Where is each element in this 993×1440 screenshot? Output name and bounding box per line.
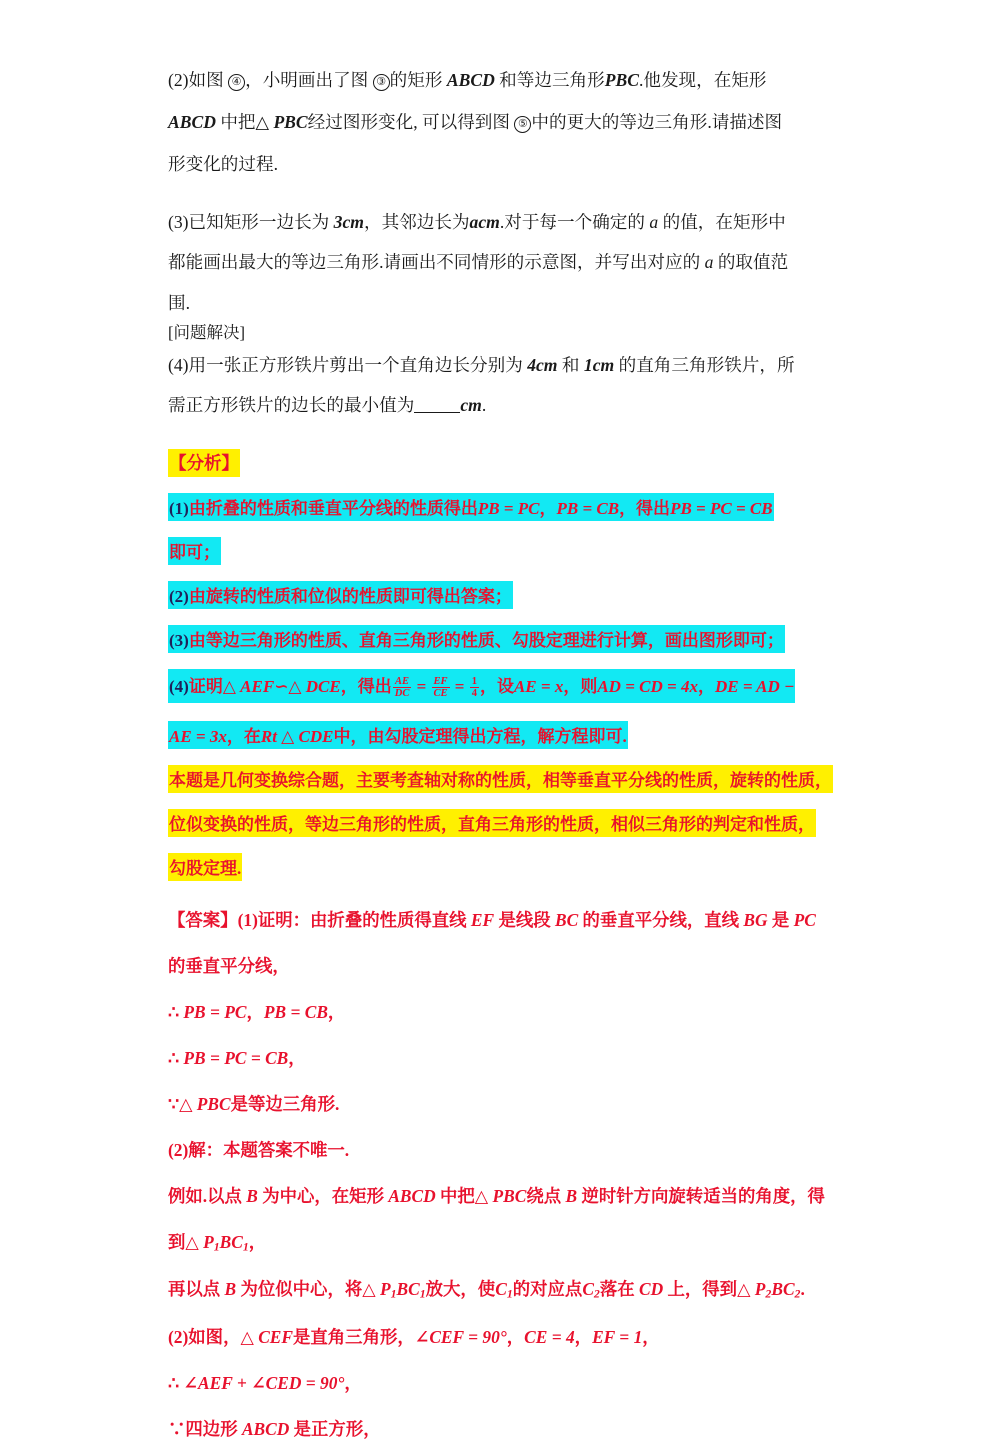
analysis-4-text-1: 证明△ xyxy=(188,677,241,697)
math-acm: acm xyxy=(469,211,500,232)
answer-line-3 xyxy=(168,998,848,1023)
math-bc-1: BC xyxy=(219,1231,243,1252)
subscript-5: 1 xyxy=(506,1286,513,1301)
answer-7-text-e: 中把△ xyxy=(435,1185,493,1206)
math-bc-3: BC xyxy=(771,1279,795,1300)
fraction-numerator: EF xyxy=(433,675,448,687)
subscript-4: 1 xyxy=(419,1286,426,1301)
circled-number-3-icon: ③ xyxy=(373,74,390,91)
answer-9-text-j: 落在 xyxy=(599,1279,639,1300)
answer-line-6 xyxy=(168,1136,848,1161)
answer-line-12 xyxy=(168,1415,848,1440)
math-pb-pc: PB = PC xyxy=(183,1001,247,1022)
fraction-denominator: DC xyxy=(394,687,410,699)
math-p-2: P xyxy=(379,1279,391,1300)
math-ef: EF xyxy=(470,909,495,930)
question-part2-line3 xyxy=(168,156,848,174)
section-label-text: [问题解决] xyxy=(168,323,245,343)
analysis-4-math-de: DE = AD − xyxy=(714,677,795,697)
part4-line1-text-b: 和 xyxy=(557,354,584,375)
circled-number-4-icon: ④ xyxy=(228,74,245,91)
math-angle-sum: ∠AEF + ∠CED = 90° xyxy=(183,1372,345,1393)
answer-9-text-l: 上，得到△ xyxy=(663,1279,755,1300)
answer-3-sep: ， xyxy=(246,1001,264,1022)
answer-1-text-b: 是线段 xyxy=(494,909,555,930)
analysis-2-number: (2) xyxy=(169,587,189,607)
analysis-4-similar-symbol: ∽△ xyxy=(274,677,306,697)
analysis-summary-text-2: 位似变换的性质，等边三角形的性质，直角三角形的性质，相似三角形的判定和性质， xyxy=(168,809,816,837)
math-1cm: 1cm xyxy=(583,354,615,375)
analysis-summary-line2 xyxy=(168,809,848,837)
answer-10-end: ， xyxy=(642,1326,660,1347)
analysis-4-line2-text-1: ，在 xyxy=(226,726,261,746)
analysis-4-math-dce: DCE xyxy=(305,677,341,697)
part4-line1-text-c: 的直角三角形铁片，所 xyxy=(614,354,795,375)
therefore-symbol-1: ∴ xyxy=(168,1001,184,1022)
answer-10-sep-1: ， xyxy=(506,1326,525,1347)
answer-5-text: 是等边三角形. xyxy=(230,1093,340,1114)
subscript-3: 1 xyxy=(390,1286,397,1301)
part2-line1-text-a: 如图 xyxy=(188,70,229,90)
subscript-6: 2 xyxy=(593,1286,600,1301)
therefore-symbol-2: ∴ xyxy=(168,1047,184,1068)
answer-6-number: (2) xyxy=(168,1139,189,1160)
answer-9-text-c: 为位似中心，将△ xyxy=(236,1279,380,1300)
part4-line1-text-a: 用一张正方形铁片剪出一个直角边长分别为 xyxy=(188,354,528,375)
math-b-2: B xyxy=(565,1185,578,1206)
math-ef-1: EF = 1 xyxy=(592,1326,643,1347)
analysis-4-math-aef: AEF xyxy=(240,677,275,697)
math-pbc-4: PBC xyxy=(492,1185,527,1206)
math-cef: CEF xyxy=(258,1326,293,1347)
math-pbc: PBC xyxy=(604,70,639,90)
analysis-3-text: 由等边三角形的性质、直角三角形的性质、勾股定理进行计算，画出图形即可； xyxy=(188,631,784,651)
answer-line-10 xyxy=(168,1323,848,1348)
analysis-4-text-3: ，设 xyxy=(479,677,514,697)
answer-8-text-a: 到△ xyxy=(168,1231,204,1252)
analysis-item-3 xyxy=(168,625,848,653)
math-bc: BC xyxy=(554,909,579,930)
math-cd: CD xyxy=(638,1279,664,1300)
math-bc-2: BC xyxy=(396,1279,420,1300)
analysis-4-text-4: ，则 xyxy=(563,677,598,697)
part2-line1-text-d: 和等边三角形 xyxy=(494,70,605,90)
math-c-2: C xyxy=(582,1279,594,1300)
part3-line1-text-a: 已知矩形一边长为 xyxy=(188,211,334,232)
math-b-3: B xyxy=(224,1279,237,1300)
math-4cm: 4cm xyxy=(527,354,558,375)
question-part3-line3 xyxy=(168,292,848,313)
answer-12-text-c: 是正方形， xyxy=(289,1418,381,1439)
math-cm-unit: cm xyxy=(460,395,482,416)
math-pb-cb: PB = CB xyxy=(263,1001,328,1022)
part2-line2-text-d: 经过图形变化, 可以得到图 xyxy=(307,112,515,132)
analysis-heading: 【分析】 xyxy=(168,449,240,477)
part3-line2-text-b: 的取值范 xyxy=(713,252,789,273)
answer-heading: 【答案】 xyxy=(168,909,238,930)
analysis-item-2 xyxy=(168,581,848,609)
answer-8-end: ， xyxy=(248,1231,267,1252)
analysis-summary-line1 xyxy=(168,765,848,793)
answer-line-1 xyxy=(168,906,848,931)
analysis-4-line2-text-2: 中，由勾股定理得出方程，解方程即可. xyxy=(333,726,627,746)
subscript-7: 2 xyxy=(765,1286,772,1301)
analysis-4-math-rt-cde: Rt △ CDE xyxy=(260,726,334,746)
answer-1-text-d: 是 xyxy=(767,909,794,930)
fraction-one-fourth xyxy=(470,676,479,699)
answer-10-text-c: 是直角三角形， xyxy=(293,1326,415,1347)
answer-blank-field[interactable] xyxy=(414,398,460,413)
question-part4-line2 xyxy=(168,397,848,415)
math-p-1: P xyxy=(203,1231,214,1252)
analysis-4-number: (4) xyxy=(169,677,189,697)
math-abcd: ABCD xyxy=(446,70,495,90)
answer-7-text-g: 绕点 xyxy=(526,1185,566,1206)
fraction-numerator: AE xyxy=(395,675,410,687)
circled-number-5-icon: ⑤ xyxy=(514,116,531,133)
analysis-item-4-line1 xyxy=(168,669,848,703)
part2-line2-text-b: 中把△ xyxy=(215,112,274,132)
math-angle-cef: ∠CEF = 90° xyxy=(414,1326,507,1347)
analysis-item-1-line2 xyxy=(168,537,848,565)
part3-label: (3) xyxy=(168,211,189,232)
answer-1-text-c: 的垂直平分线，直线 xyxy=(578,909,744,930)
math-a-2: a xyxy=(704,252,714,273)
analysis-4-math-ae-3x: AE = 3x xyxy=(169,726,227,746)
fraction-ae-dc xyxy=(393,676,412,699)
analysis-4-math-ad-cd: AD = CD = 4x xyxy=(597,677,698,697)
fraction-denominator: CE xyxy=(433,687,448,699)
answer-1-number: (1) xyxy=(237,909,258,930)
math-p-3: P xyxy=(754,1279,766,1300)
answer-12-text-a: 四边形 xyxy=(185,1418,242,1439)
analysis-4-text-2: ，得出 xyxy=(340,677,392,697)
analysis-2-text: 由旋转的性质和位似的性质即可得出答案； xyxy=(188,587,512,607)
answer-line-4 xyxy=(168,1044,848,1069)
subscript-1: 1 xyxy=(213,1239,220,1254)
part2-line3-text: 形变化的过程. xyxy=(168,154,278,174)
fraction-denominator: 4 xyxy=(471,687,477,699)
answer-line-11 xyxy=(168,1369,848,1394)
answer-line-7 xyxy=(168,1182,848,1207)
because-symbol-1: ∵△ xyxy=(168,1093,197,1114)
answer-10-sep-2: ， xyxy=(574,1326,593,1347)
question-part2-line1 xyxy=(168,72,848,91)
math-pc: PC xyxy=(793,909,816,930)
analysis-4-math-ae-x: AE = x xyxy=(513,677,564,697)
part3-line1-text-c: .对于每一个确定的 xyxy=(499,211,650,232)
answer-9-text-h: 的对应点 xyxy=(512,1279,583,1300)
answer-1-text-a: 证明：由折叠的性质得直线 xyxy=(257,909,471,930)
analysis-4-equals-1: = xyxy=(412,677,431,697)
answer-line-8 xyxy=(168,1228,848,1255)
analysis-1-number: (1) xyxy=(169,499,189,519)
math-pbc-2: PBC xyxy=(273,112,308,132)
part2-line1-text-e: .他发现，在矩形 xyxy=(638,70,767,90)
question-part3-line2 xyxy=(168,254,848,272)
part3-line2-text-a: 都能画出最大的等边三角形.请画出不同情形的示意图，并写出对应的 xyxy=(168,252,705,273)
math-ce-4: CE = 4 xyxy=(524,1326,575,1347)
answer-2-text: 的垂直平分线， xyxy=(168,955,290,976)
part2-label: (2) xyxy=(168,70,189,90)
answer-9-text-f: 放大，使 xyxy=(425,1279,496,1300)
analysis-1-math-2: PB = CB xyxy=(556,499,620,519)
question-part3-line1 xyxy=(168,211,848,232)
analysis-heading-row xyxy=(168,449,848,477)
answer-7-text-c: 为中心，在矩形 xyxy=(257,1185,389,1206)
analysis-4-sep: ， xyxy=(697,677,715,697)
part2-line1-text-b: ，小明画出了图 xyxy=(245,70,373,90)
analysis-1-text: 由折叠的性质和垂直平分线的性质得出 xyxy=(188,499,478,519)
answer-10-number: (2) xyxy=(168,1326,189,1347)
answer-6-text: 解：本题答案不唯一. xyxy=(188,1139,350,1160)
answer-7-text-a: 例如.以点 xyxy=(168,1185,247,1206)
part2-line1-text-c: 的矩形 xyxy=(389,70,447,90)
answer-line-5 xyxy=(168,1090,848,1115)
math-pb-pc-cb: PB = PC = CB xyxy=(183,1047,289,1068)
answer-7-text-i: 逆时针方向旋转适当的角度，得 xyxy=(577,1185,825,1206)
analysis-4-equals-2: = xyxy=(450,677,469,697)
analysis-item-4-line2 xyxy=(168,721,848,749)
math-a-1: a xyxy=(649,211,659,232)
math-b-1: B xyxy=(246,1185,258,1206)
analysis-3-number: (3) xyxy=(169,631,189,651)
analysis-item-1-line1 xyxy=(168,493,848,521)
because-symbol-2: ∵ xyxy=(168,1418,186,1439)
fraction-numerator: 1 xyxy=(471,675,477,687)
analysis-1-sep-1: ， xyxy=(539,499,557,519)
part3-line3-text: 围. xyxy=(168,292,190,313)
analysis-summary-text-1: 本题是几何变换综合题，主要考查轴对称的性质，相等垂直平分线的性质，旋转的性质， xyxy=(168,765,833,793)
math-3cm: 3cm xyxy=(333,211,364,232)
part3-line1-text-b: ，其邻边长为 xyxy=(363,211,470,232)
answer-line-2 xyxy=(168,952,848,977)
analysis-1-math-1: PB = PC xyxy=(477,499,540,519)
analysis-1-text-line2: 即可； xyxy=(168,537,221,565)
analysis-summary-line3 xyxy=(168,853,848,881)
section-label-problem-solving xyxy=(168,325,848,342)
part4-line2-period: . xyxy=(481,395,487,416)
math-abcd-4: ABCD xyxy=(241,1418,290,1439)
question-part4-line1 xyxy=(168,354,848,375)
answer-11-end: ， xyxy=(344,1372,362,1393)
document-content xyxy=(168,0,848,1440)
part4-label: (4) xyxy=(168,354,189,375)
math-abcd-2: ABCD xyxy=(168,112,216,132)
analysis-1-sep-2: ，得出 xyxy=(619,499,671,519)
analysis-summary-text-3: 勾股定理. xyxy=(168,853,242,881)
answer-line-9 xyxy=(168,1275,848,1302)
math-bg: BG xyxy=(743,909,768,930)
part3-line1-text-d: 的值，在矩形中 xyxy=(658,211,786,232)
answer-10-text-a: 如图，△ xyxy=(188,1326,259,1347)
subscript-2: 1 xyxy=(242,1239,249,1254)
question-part2-line2 xyxy=(168,114,848,133)
part2-line2-text-e: 中的更大的等边三角形.请描述图 xyxy=(531,112,783,132)
answer-9-end: . xyxy=(800,1279,805,1300)
part4-line2-text-a: 需正方形铁片的边长的最小值为 xyxy=(168,395,415,416)
analysis-1-math-3: PB = PC = CB xyxy=(670,499,773,519)
answer-4-end: ， xyxy=(288,1047,306,1068)
therefore-symbol-3: ∴ xyxy=(168,1372,184,1393)
subscript-8: 2 xyxy=(794,1286,801,1301)
math-pbc-3: PBC xyxy=(196,1093,231,1114)
math-c-1: C xyxy=(495,1279,507,1300)
answer-9-text-a: 再以点 xyxy=(168,1279,225,1300)
answer-3-end: ， xyxy=(327,1001,346,1022)
fraction-ef-ce xyxy=(432,676,450,699)
math-abcd-3: ABCD xyxy=(388,1185,436,1206)
